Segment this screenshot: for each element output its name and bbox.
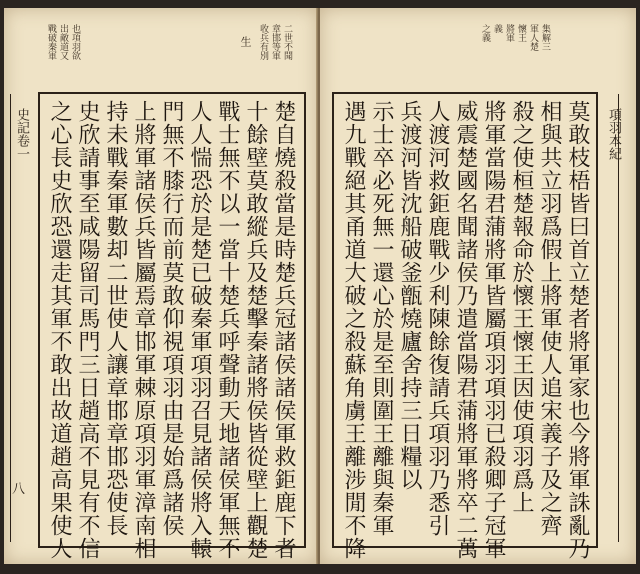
text-column: 持未戰秦軍數却二世使人讓章邯章邯恐使長	[103, 100, 128, 537]
text-column: 莫敢枝梧皆曰首立楚者將軍家也今將軍誅亂乃	[565, 100, 590, 560]
text-column: 人渡河救鉅鹿戰少利陳餘復請兵項羽乃悉引	[425, 100, 450, 537]
top-note: 之義	[480, 24, 490, 42]
top-note: 懷王	[516, 24, 526, 42]
text-column: 史欣請事至咸陽留司馬門三日趙高不見有不信	[75, 100, 100, 560]
text-column: 遇九戰絕其甬道大破之殺蘇角虜王離涉閒不降	[341, 100, 366, 560]
top-note: 二世不聞	[282, 24, 292, 60]
top-note-small: 生	[239, 36, 252, 47]
top-note: 收兵有別	[258, 24, 268, 60]
top-note: 戰破秦軍	[46, 24, 56, 60]
top-note: 集解三	[540, 24, 550, 51]
text-column: 殺之使桓楚報命於懷王懷王因使項羽爲上	[509, 100, 534, 514]
text-column: 戰士無不以一當十楚兵呼聲動天地諸侯軍無不	[215, 100, 240, 560]
text-column: 十餘壁莫敢縱兵及楚擊秦諸將侯皆從壁上觀楚	[243, 100, 268, 560]
text-column: 將軍當陽君蒲將軍皆屬項羽項羽已殺卿子冠軍	[481, 100, 506, 560]
text-column: 上將軍諸侯兵皆屬焉章邯軍棘原項羽軍漳南相	[131, 100, 156, 560]
right-page	[320, 8, 636, 564]
text-column: 相與共立羽爲假上將軍使人追宋義子及之齊	[537, 100, 562, 537]
text-column: 兵渡河皆沈船破釜甑燒廬舍持三日糧以	[397, 100, 422, 491]
left-page-number: 八	[12, 482, 26, 497]
top-note: 軍人楚	[528, 24, 538, 51]
top-note: 章邯等軍	[270, 24, 280, 60]
text-column: 人人惴恐於是楚已破秦軍項羽召見諸侯將入轅	[187, 100, 212, 560]
top-note: 出敵道又	[58, 24, 68, 60]
text-column: 威震楚國名聞諸侯乃遣當陽君蒲將軍將卒二萬	[453, 100, 478, 560]
text-column: 楚自燒殺當是時楚兵冠諸侯諸侯軍救鉅鹿下者	[271, 100, 296, 560]
text-column: 門無不膝行而前莫敢仰視項羽由是始爲諸侯	[159, 100, 184, 537]
right-margin-label: 項羽本紀	[606, 108, 621, 160]
top-note: 將軍	[504, 24, 514, 42]
top-note: 義	[492, 24, 502, 33]
left-margin-column	[10, 94, 29, 542]
right-margin-column	[600, 94, 619, 542]
text-column: 示士卒必死無一還心於是至則圍王離與秦軍	[369, 100, 394, 537]
left-page	[4, 8, 318, 564]
top-note: 也項羽欲	[70, 24, 80, 60]
left-margin-label: 史記卷一	[14, 108, 29, 160]
text-column: 之心長史欣恐還走其軍不敢出故道趙高果使人	[47, 100, 72, 560]
